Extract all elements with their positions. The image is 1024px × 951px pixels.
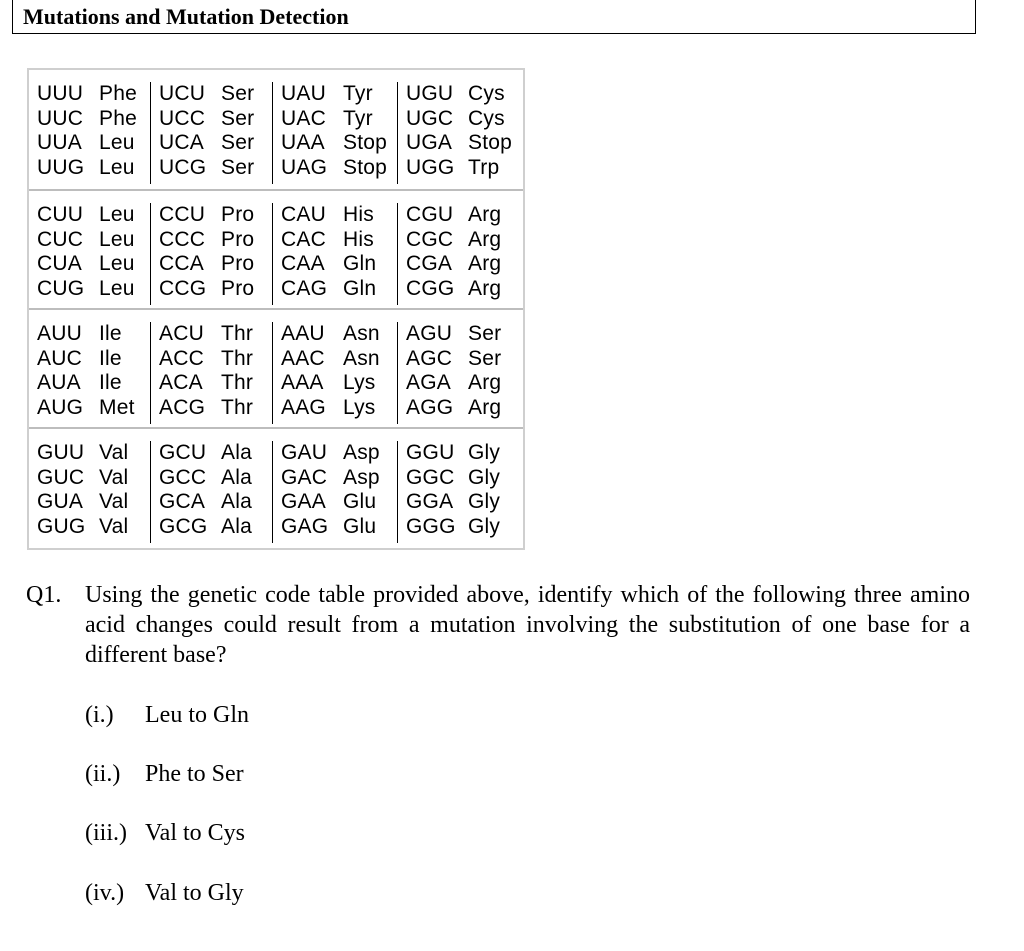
amino-acid: Ser — [221, 155, 255, 179]
codon: AAC — [281, 346, 325, 370]
question-number: Q1. — [26, 582, 62, 608]
codon-column — [397, 441, 524, 543]
option-iii — [85, 818, 245, 848]
amino-acid: Ser — [468, 346, 502, 370]
amino-acid: Leu — [99, 203, 135, 226]
codon-row — [151, 228, 273, 253]
codon: GAG — [281, 514, 329, 538]
codon-row — [151, 515, 273, 540]
codon-row — [151, 156, 273, 181]
codon-column — [150, 82, 273, 184]
codon: GGU — [406, 441, 455, 464]
codon: CAG — [281, 276, 328, 300]
genetic-code-table — [27, 68, 525, 550]
amino-acid: Pro — [221, 203, 255, 226]
codon: UUG — [37, 155, 85, 179]
amino-acid: Lys — [343, 371, 376, 394]
codon-row — [151, 131, 273, 156]
codon: ACU — [159, 322, 204, 345]
codon-row — [273, 156, 398, 181]
amino-acid: Stop — [343, 155, 387, 179]
codon-row — [29, 228, 150, 253]
option-iv — [85, 878, 244, 908]
codon-block — [29, 427, 523, 548]
amino-acid: Phe — [99, 106, 137, 130]
codon-row — [29, 371, 150, 396]
codon: GUU — [37, 441, 85, 464]
codon-row — [151, 371, 273, 396]
codon: AGU — [406, 322, 453, 345]
codon: CUU — [37, 203, 84, 226]
codon: CGC — [406, 227, 454, 251]
codon: AGA — [406, 371, 451, 394]
amino-acid: Thr — [221, 322, 254, 345]
option-label: (ii.) — [85, 761, 121, 787]
codon-row — [273, 107, 398, 132]
codon: ACA — [159, 371, 203, 394]
codon-row — [273, 515, 398, 540]
amino-acid: Gly — [468, 490, 501, 513]
codon-row — [151, 203, 273, 228]
codon-column — [272, 322, 398, 424]
codon-row — [398, 82, 524, 107]
codon: AGG — [406, 395, 454, 419]
amino-acid: Ser — [221, 106, 255, 130]
codon-column — [150, 322, 273, 424]
amino-acid: Val — [99, 441, 129, 464]
codon-row — [273, 322, 398, 347]
codon-row — [398, 347, 524, 372]
option-label: (iii.) — [85, 820, 127, 846]
codon: GGG — [406, 514, 456, 538]
amino-acid: Glu — [343, 490, 377, 513]
amino-acid: Leu — [99, 276, 135, 300]
codon-row — [273, 82, 398, 107]
amino-acid: Ser — [221, 82, 255, 105]
amino-acid: Thr — [221, 346, 254, 370]
codon: CCU — [159, 203, 206, 226]
codon: GGA — [406, 490, 454, 513]
amino-acid: Leu — [99, 227, 135, 251]
amino-acid: Pro — [221, 252, 255, 275]
amino-acid: Gly — [468, 441, 501, 464]
amino-acid: His — [343, 227, 374, 251]
codon: GCG — [159, 514, 208, 538]
codon-row — [151, 347, 273, 372]
codon-row — [398, 396, 524, 421]
codon-row — [151, 252, 273, 277]
codon-row — [398, 322, 524, 347]
codon-row — [273, 441, 398, 466]
codon-row — [273, 490, 398, 515]
codon: UCG — [159, 155, 207, 179]
codon: UAG — [281, 155, 328, 179]
option-text: Phe to Ser — [145, 761, 244, 787]
codon: UGG — [406, 155, 455, 179]
codon: GGC — [406, 465, 455, 489]
amino-acid: Arg — [468, 203, 502, 226]
option-i — [85, 700, 249, 730]
option-text: Val to Gly — [145, 880, 244, 906]
codon-row — [273, 371, 398, 396]
amino-acid: Arg — [468, 276, 502, 300]
amino-acid: Pro — [221, 276, 255, 300]
codon-row — [398, 156, 524, 181]
amino-acid: Trp — [468, 155, 500, 179]
document-title: Mutations and Mutation Detection — [23, 4, 349, 29]
title-box — [12, 0, 976, 34]
amino-acid: Arg — [468, 252, 502, 275]
amino-acid: Gln — [343, 276, 377, 300]
codon: CGU — [406, 203, 454, 226]
codon: GUA — [37, 490, 84, 513]
codon: UGC — [406, 106, 454, 130]
codon-row — [273, 396, 398, 421]
codon: ACG — [159, 395, 206, 419]
amino-acid: Ile — [99, 322, 122, 345]
option-label: (iv.) — [85, 880, 125, 906]
codon-column — [150, 203, 273, 305]
codon-column — [397, 322, 524, 424]
amino-acid: Tyr — [343, 82, 373, 105]
codon-row — [273, 228, 398, 253]
codon: AUA — [37, 371, 81, 394]
amino-acid: Asp — [343, 441, 380, 464]
codon: CGG — [406, 276, 455, 300]
codon-row — [151, 441, 273, 466]
codon-row — [398, 466, 524, 491]
codon-row — [398, 203, 524, 228]
codon: AUC — [37, 346, 82, 370]
codon-row — [398, 107, 524, 132]
codon-row — [398, 490, 524, 515]
codon-row — [29, 515, 150, 540]
codon: GAU — [281, 441, 328, 464]
codon-row — [151, 396, 273, 421]
codon-row — [29, 156, 150, 181]
amino-acid: Gln — [343, 252, 377, 275]
codon: UCU — [159, 82, 206, 105]
codon-row — [398, 277, 524, 302]
amino-acid: Ser — [221, 131, 255, 154]
codon: UAC — [281, 106, 326, 130]
codon: UGU — [406, 82, 454, 105]
amino-acid: Arg — [468, 395, 502, 419]
codon: AUG — [37, 395, 84, 419]
codon-row — [273, 466, 398, 491]
amino-acid: Pro — [221, 227, 255, 251]
amino-acid: Ile — [99, 346, 122, 370]
codon: AUU — [37, 322, 82, 345]
codon: CCC — [159, 227, 206, 251]
codon: CCA — [159, 252, 204, 275]
codon: UUC — [37, 106, 84, 130]
codon-row — [151, 82, 273, 107]
amino-acid: Ala — [221, 465, 252, 489]
amino-acid: Ala — [221, 514, 252, 538]
amino-acid: Arg — [468, 227, 502, 251]
amino-acid: Leu — [99, 252, 135, 275]
amino-acid: Thr — [221, 371, 254, 394]
codon-row — [398, 371, 524, 396]
codon-column — [29, 203, 150, 305]
option-ii — [85, 759, 244, 789]
codon: GAC — [281, 465, 328, 489]
codon: GUG — [37, 514, 86, 538]
codon-row — [273, 252, 398, 277]
codon: GCA — [159, 490, 206, 513]
amino-acid: Leu — [99, 155, 135, 179]
codon-row — [151, 322, 273, 347]
codon-column — [29, 441, 150, 543]
codon-row — [29, 396, 150, 421]
codon-row — [29, 131, 150, 156]
codon: GAA — [281, 490, 326, 513]
option-label: (i.) — [85, 702, 114, 728]
amino-acid: Phe — [99, 82, 137, 105]
codon-row — [29, 277, 150, 302]
amino-acid: Val — [99, 465, 129, 489]
amino-acid: Ser — [468, 322, 502, 345]
codon-row — [273, 203, 398, 228]
codon-row — [29, 347, 150, 372]
codon: CAU — [281, 203, 326, 226]
amino-acid: Asp — [343, 465, 380, 489]
option-text: Val to Cys — [145, 820, 246, 846]
codon-row — [273, 277, 398, 302]
amino-acid: Glu — [343, 514, 377, 538]
codon: UUU — [37, 82, 84, 105]
codon-row — [29, 252, 150, 277]
codon-row — [29, 466, 150, 491]
codon: CCG — [159, 276, 207, 300]
amino-acid: Asn — [343, 346, 380, 370]
codon: GUC — [37, 465, 85, 489]
codon-row — [29, 490, 150, 515]
amino-acid: Ala — [221, 490, 252, 513]
codon: AAA — [281, 371, 324, 394]
codon-row — [398, 515, 524, 540]
codon-column — [397, 82, 524, 184]
codon-column — [29, 322, 150, 424]
question-text: Using the genetic code table provided above, identify which of the following three amino acid changes could result from a mutation involving the substitution of one base for a different base? — [85, 582, 970, 668]
codon-block — [29, 70, 523, 189]
codon-row — [398, 441, 524, 466]
amino-acid: Leu — [99, 131, 135, 154]
amino-acid: Cys — [468, 82, 505, 105]
amino-acid: Tyr — [343, 106, 373, 130]
codon: AAG — [281, 395, 326, 419]
amino-acid: Thr — [221, 395, 254, 419]
codon: UUA — [37, 131, 82, 154]
codon-block — [29, 189, 523, 310]
amino-acid: Ile — [99, 371, 122, 394]
codon: CAA — [281, 252, 325, 275]
codon: CUA — [37, 252, 82, 275]
codon: CAC — [281, 227, 326, 251]
codon-row — [151, 490, 273, 515]
codon: UAA — [281, 131, 325, 154]
amino-acid: Val — [99, 514, 129, 538]
amino-acid: Lys — [343, 395, 376, 419]
amino-acid: Cys — [468, 106, 505, 130]
codon-row — [29, 107, 150, 132]
codon-row — [151, 107, 273, 132]
amino-acid: His — [343, 203, 374, 226]
codon-column — [397, 203, 524, 305]
option-text: Leu to Gln — [145, 702, 249, 728]
codon-row — [151, 466, 273, 491]
codon-row — [273, 347, 398, 372]
codon-row — [151, 277, 273, 302]
codon-column — [272, 82, 398, 184]
codon-block — [29, 308, 523, 429]
codon: UCA — [159, 131, 204, 154]
codon-row — [398, 228, 524, 253]
codon-row — [273, 131, 398, 156]
codon-row — [29, 82, 150, 107]
codon: UAU — [281, 82, 326, 105]
codon-row — [398, 131, 524, 156]
amino-acid: Asn — [343, 322, 380, 345]
codon-row — [29, 322, 150, 347]
codon-column — [272, 203, 398, 305]
amino-acid: Gly — [468, 465, 501, 489]
codon-column — [29, 82, 150, 184]
amino-acid: Stop — [343, 131, 387, 154]
codon-row — [398, 252, 524, 277]
amino-acid: Met — [99, 395, 135, 419]
codon: UGA — [406, 131, 453, 154]
codon: CUC — [37, 227, 84, 251]
codon-column — [150, 441, 273, 543]
codon: CUG — [37, 276, 85, 300]
codon: AAU — [281, 322, 325, 345]
amino-acid: Stop — [468, 131, 512, 154]
codon: CGA — [406, 252, 453, 275]
codon-row — [29, 203, 150, 228]
codon: ACC — [159, 346, 204, 370]
codon: GCU — [159, 441, 207, 464]
amino-acid: Gly — [468, 514, 501, 538]
amino-acid: Val — [99, 490, 129, 513]
codon-column — [272, 441, 398, 543]
codon: AGC — [406, 346, 453, 370]
amino-acid: Arg — [468, 371, 502, 394]
codon-row — [29, 441, 150, 466]
amino-acid: Ala — [221, 441, 252, 464]
codon: UCC — [159, 106, 206, 130]
codon: GCC — [159, 465, 207, 489]
